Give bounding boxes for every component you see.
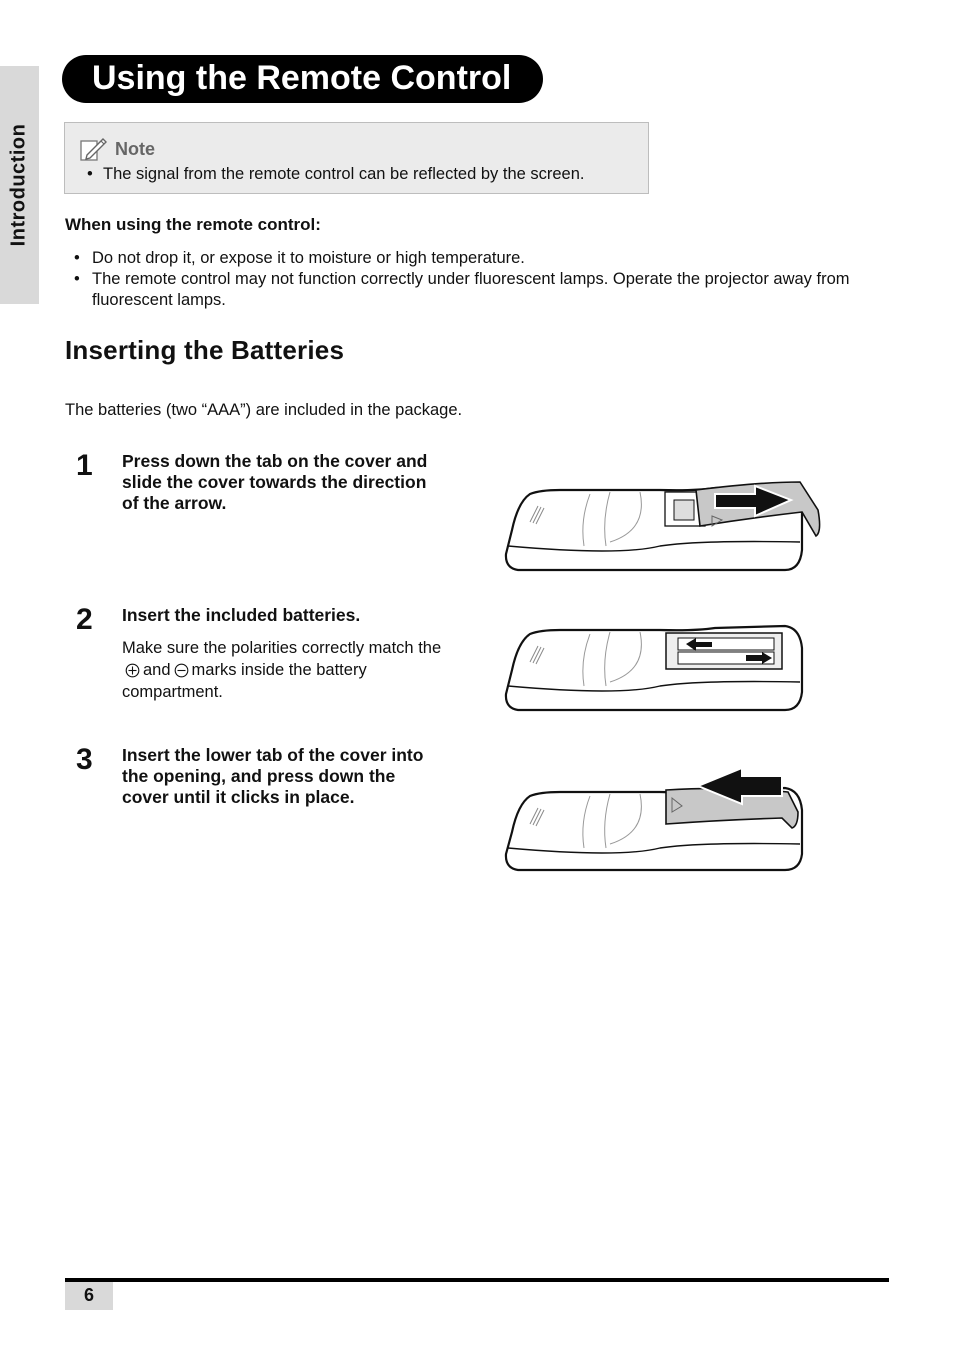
- note-item: • The signal from the remote control can be reflected by the screen.: [87, 165, 585, 183]
- list-item: • Do not drop it, or expose it to moisture or high temperature.: [74, 249, 525, 267]
- usage-bullet-list: [74, 248, 894, 311]
- section-title: Inserting the Batteries: [65, 335, 345, 365]
- page-title-bar: [62, 55, 543, 103]
- pencil-icon: [78, 135, 108, 163]
- remote-batteries-illustration: [500, 620, 810, 715]
- side-tab-label: Introduction: [7, 123, 30, 247]
- remote-cover-close-illustration: [500, 762, 810, 874]
- remote-cover-open-illustration: [500, 460, 830, 578]
- batteries-intro: The batteries (two “AAA”) are included in the package.: [65, 401, 463, 419]
- step-number: 2: [76, 603, 93, 636]
- step-number: 3: [76, 743, 93, 776]
- step-title: Press down the tab on the cover and slide the cover towards the direction of the arrow.: [122, 451, 428, 513]
- minus-polarity-icon: [174, 663, 189, 678]
- step-body: Make sure the polarities correctly match theand marks inside the battery compartment.: [122, 639, 442, 701]
- footer-rule: [65, 1278, 889, 1282]
- step-title: Insert the lower tab of the cover into the opening, and press down the cover until it clicks in place.: [122, 745, 424, 807]
- page-number: 6: [65, 1282, 113, 1310]
- step-number: 1: [76, 449, 93, 482]
- page-title: Using the Remote Control: [92, 59, 512, 97]
- list-item: • The remote control may not function correctly under fluorescent lamps. Operate the projector away from fluorescent lamps.: [74, 270, 850, 309]
- note-box: [64, 122, 649, 194]
- note-title: Note: [115, 139, 155, 159]
- usage-heading: When using the remote control:: [65, 215, 321, 234]
- step-title: Insert the included batteries.: [122, 605, 361, 625]
- plus-polarity-icon: [125, 663, 140, 678]
